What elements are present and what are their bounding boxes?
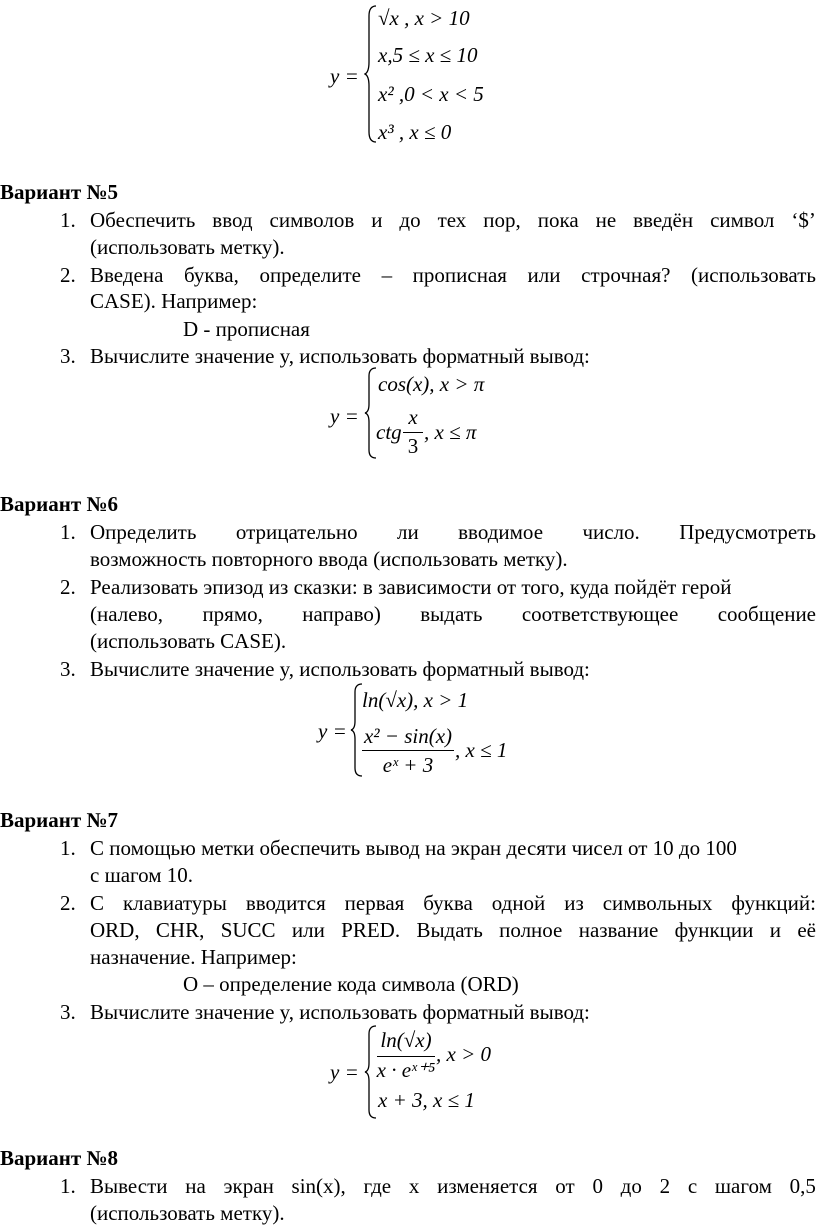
section-title: Вариант №8	[0, 1146, 119, 1170]
word: число.	[582, 520, 640, 544]
word: –	[381, 263, 393, 287]
list-item-text	[90, 520, 816, 545]
formula-row: , x ≤ π	[424, 420, 477, 444]
word: выдать	[420, 602, 483, 626]
word: название	[578, 918, 659, 942]
brace-icon	[364, 4, 378, 144]
word: Определить	[90, 520, 197, 544]
word: прямо,	[202, 602, 263, 626]
list-item-text: (использовать метку).	[90, 1201, 285, 1225]
fraction-denominator: eˣ + 3	[382, 753, 434, 777]
list-item-text: назначение. Например:	[90, 945, 297, 969]
word: CHR,	[155, 918, 205, 942]
formula-row: x³ , x ≤ 0	[378, 120, 452, 144]
word: С	[90, 891, 105, 915]
list-item-text: с шагом 10.	[90, 863, 194, 887]
formula-row: ln(√x), x > 1	[362, 688, 469, 712]
word: символьных	[602, 891, 713, 915]
list-number: 1.	[60, 836, 76, 860]
list-item-text: Вычислите значение y, использовать форматный вывод:	[90, 1000, 590, 1024]
list-number: 1.	[60, 1174, 76, 1198]
word: символов	[269, 208, 355, 232]
word: 2	[659, 1174, 671, 1198]
word: функций:	[731, 891, 816, 915]
list-item-text: Реализовать эпизод из сказки: в зависимости от того, куда пойдёт герой	[90, 575, 732, 599]
brace-icon	[364, 366, 378, 460]
list-number: 2.	[60, 263, 76, 287]
list-item-text: (использовать метку).	[90, 235, 285, 259]
word: буква,	[184, 263, 239, 287]
word: её	[797, 918, 816, 942]
word: Вывести	[90, 1174, 168, 1198]
list-item-text	[90, 918, 816, 943]
list-item-text	[90, 263, 816, 288]
word: и	[371, 208, 383, 232]
fraction-bar	[403, 432, 423, 433]
list-number: 2.	[60, 891, 76, 915]
word: функции	[674, 918, 754, 942]
word: 0,5	[789, 1174, 816, 1198]
list-number: 1.	[60, 520, 76, 544]
list-item-text: С помощью метки обеспечить вывод на экран десяти чисел от 10 до 100	[90, 836, 737, 860]
word: введён	[633, 208, 694, 232]
formula-row: ctg	[376, 420, 402, 444]
word: тех	[437, 208, 467, 232]
word: определите	[259, 263, 361, 287]
word: Предусмотреть	[679, 520, 816, 544]
word: буква	[423, 891, 473, 915]
word: SUCC	[220, 918, 276, 942]
list-item-text	[90, 891, 816, 916]
list-item-text: возможность повторного ввода (использовать метку).	[90, 547, 568, 571]
formula-row: x² ,0 < x < 5	[378, 82, 484, 106]
list-number: 3.	[60, 1000, 76, 1024]
fraction-bar	[377, 1056, 435, 1057]
word: ‘$’	[791, 208, 816, 232]
formula-lhs: y =	[330, 1060, 359, 1084]
word: (использовать	[691, 263, 816, 287]
word: до	[399, 208, 421, 232]
word: отрицательно	[235, 520, 358, 544]
formula-row: x + 3, x ≤ 1	[378, 1088, 475, 1112]
word: прописная	[412, 263, 507, 287]
word: с	[687, 1174, 698, 1198]
word: символ	[710, 208, 775, 232]
word: 0	[592, 1174, 603, 1198]
word: экран	[223, 1174, 274, 1198]
list-item-text	[90, 208, 816, 233]
word: Обеспечить	[90, 208, 196, 232]
section-title: Вариант №5	[0, 180, 119, 204]
list-number: 1.	[60, 208, 76, 232]
formula-row: x,5 ≤ x ≤ 10	[378, 43, 478, 67]
list-item-text	[90, 602, 816, 627]
word: Введена	[90, 263, 164, 287]
word: одной	[491, 891, 546, 915]
word: изменяется	[437, 1174, 538, 1198]
word: ORD,	[90, 918, 140, 942]
fraction-denominator: 3	[407, 434, 419, 458]
list-number: 3.	[60, 657, 76, 681]
list-item-text: CASE). Например:	[90, 289, 258, 313]
word: из	[564, 891, 584, 915]
word: соответствующее	[521, 602, 679, 626]
word: ли	[397, 520, 419, 544]
word: PRED.	[341, 918, 401, 942]
word: не	[595, 208, 617, 232]
list-item-text: (использовать CASE).	[90, 629, 287, 653]
list-number: 3.	[60, 344, 76, 368]
formula-row: √x , x > 10	[378, 6, 470, 30]
list-item-text	[90, 1174, 816, 1199]
formula-row: cos(x), x > π	[378, 372, 485, 396]
word: или	[291, 918, 325, 942]
word: на	[185, 1174, 206, 1198]
formula-row: , x > 0	[436, 1042, 491, 1066]
word: где	[363, 1174, 392, 1198]
section-title: Вариант №6	[0, 492, 119, 516]
word: направо)	[302, 602, 381, 626]
word: (налево,	[90, 602, 164, 626]
word: sin(x),	[291, 1174, 346, 1198]
word: ввод	[212, 208, 253, 232]
example-text: О – определение кода символа (ORD)	[183, 972, 519, 996]
list-item-text: Вычислите значение y, использовать форматный вывод:	[90, 657, 590, 681]
fraction-denominator: x · eˣ⁺⁵	[376, 1058, 436, 1082]
word: или	[527, 263, 561, 287]
word: пока	[537, 208, 579, 232]
fraction-numerator: x	[408, 405, 418, 429]
section-title: Вариант №7	[0, 808, 119, 832]
word: клавиатуры	[122, 891, 227, 915]
word: строчная?	[581, 263, 671, 287]
fraction-numerator: x² − sin(x)	[363, 724, 453, 748]
word: вводимое	[458, 520, 544, 544]
fraction-bar	[362, 750, 454, 751]
word: вводится	[245, 891, 326, 915]
word: пор,	[483, 208, 521, 232]
word: от	[555, 1174, 575, 1198]
word: сообщение	[717, 602, 816, 626]
formula-lhs: y =	[318, 719, 347, 743]
word: Выдать	[416, 918, 483, 942]
word: шагом	[714, 1174, 772, 1198]
word: полное	[499, 918, 563, 942]
word: первая	[344, 891, 405, 915]
fraction-numerator: ln(√x)	[380, 1028, 432, 1052]
formula-lhs: y =	[330, 404, 359, 428]
formula-row: , x ≤ 1	[455, 738, 508, 762]
list-number: 2.	[60, 575, 76, 599]
formula-lhs: y =	[330, 64, 359, 88]
word: x	[408, 1174, 420, 1198]
list-item-text: Вычислите значение y, использовать форматный вывод:	[90, 344, 590, 368]
word: и	[769, 918, 781, 942]
word: до	[620, 1174, 642, 1198]
example-text: D - прописная	[183, 317, 310, 341]
